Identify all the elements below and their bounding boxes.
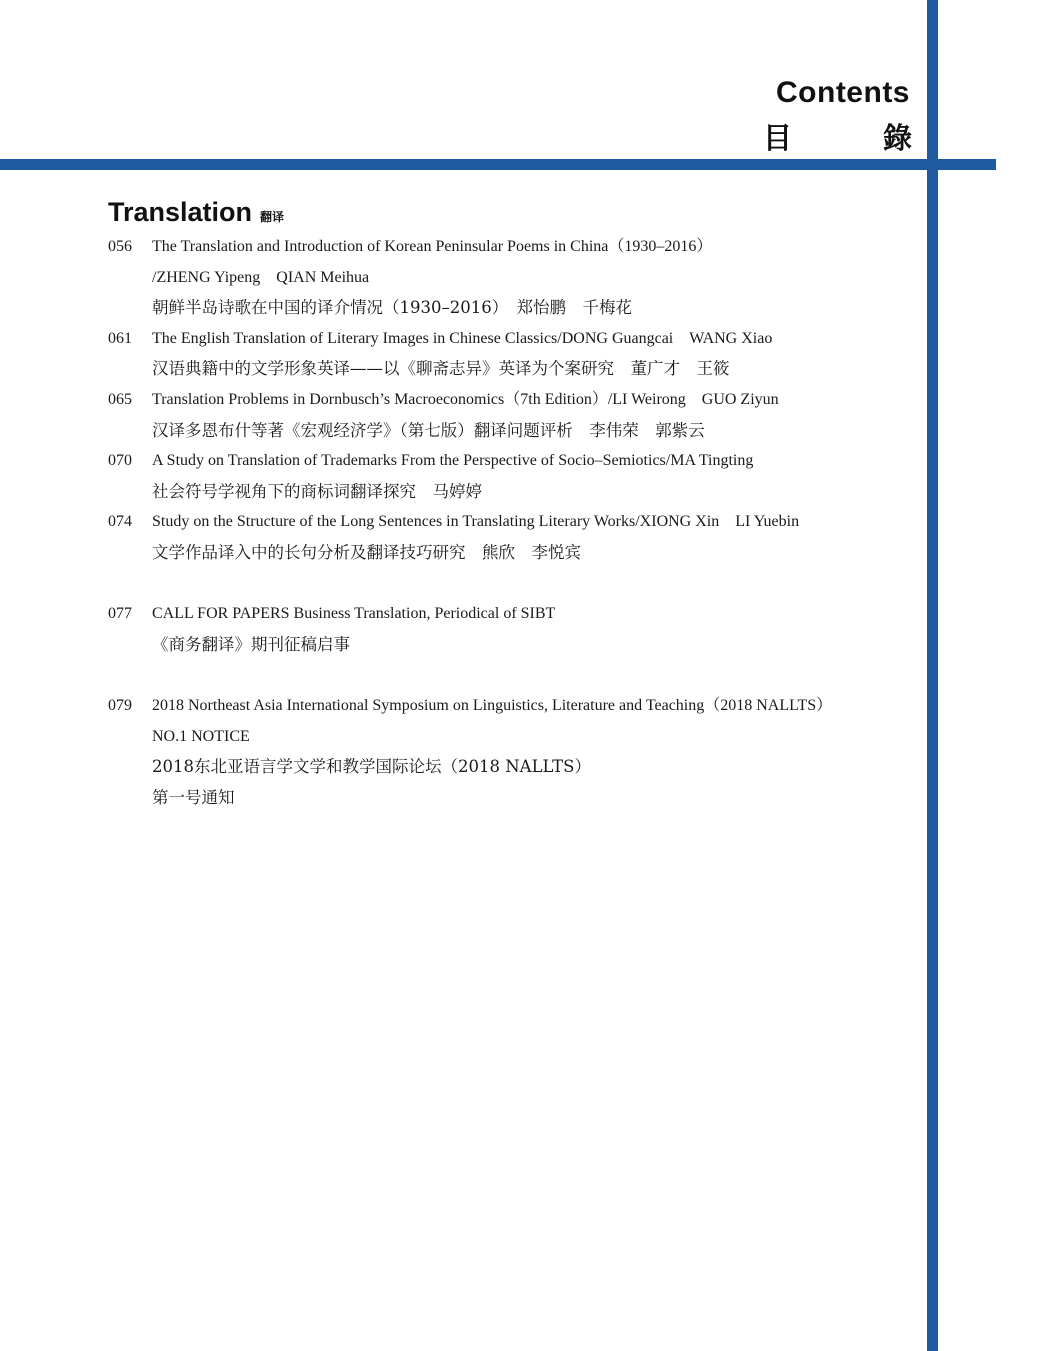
contents-title-cn bbox=[763, 116, 912, 157]
spacer bbox=[108, 660, 908, 691]
contents-title-cn-char-2: 錄 bbox=[882, 121, 912, 155]
entry-title-en: The English Translation of Literary Images in Chinese Classics/DONG Guangcai WANG Xiao bbox=[152, 329, 773, 347]
entry-title-en: The Translation and Introduction of Korean Peninsular Poems in China（1930–2016） bbox=[152, 238, 713, 255]
page-number: 065 bbox=[108, 390, 132, 408]
entry-title-en: CALL FOR PAPERS Business Translation, Periodical of SIBT bbox=[152, 605, 556, 623]
horizontal-accent-bar bbox=[0, 159, 996, 170]
vertical-accent-bar bbox=[927, 0, 938, 1351]
entry-authors-en: /ZHENG Yipeng QIAN Meihua bbox=[152, 268, 370, 286]
contents-title: Contents bbox=[776, 76, 910, 109]
contents-title-cn-char-1: 目 bbox=[763, 121, 793, 155]
page-number: 061 bbox=[108, 329, 132, 347]
entry-title-cn: 汉译多恩布什等著《宏观经济学》（第七版）翻译问题评析 李伟荣 郭紫云 bbox=[152, 420, 705, 440]
page-number: 070 bbox=[108, 452, 132, 470]
page-number: 077 bbox=[108, 605, 132, 623]
toc-entry-065[interactable] bbox=[108, 385, 908, 446]
section-heading bbox=[108, 197, 284, 228]
entry-title-cn: 2018东北亚语言学文学和教学国际论坛（2018 NALLTS） bbox=[152, 757, 591, 777]
toc-entry-070[interactable] bbox=[108, 446, 908, 507]
entry-title-en: 2018 Northeast Asia International Symposium on Linguistics, Literature and Teaching（2018 NALLTS） bbox=[152, 696, 833, 714]
entry-title-en: Study on the Structure of the Long Sentences in Translating Literary Works/XIONG Xin LI Yuebin bbox=[152, 513, 800, 531]
entry-title-cn: 文学作品译入中的长句分析及翻译技巧研究 熊欣 李悦宾 bbox=[152, 542, 581, 562]
entry-title-cn: 《商务翻译》期刊征稿启事 bbox=[152, 634, 350, 654]
entry-subtitle-cn: 第一号通知 bbox=[152, 787, 235, 807]
toc-entry-061[interactable] bbox=[108, 324, 908, 385]
toc-entry-077[interactable] bbox=[108, 599, 908, 660]
toc-entry-079[interactable] bbox=[108, 691, 908, 813]
entry-title-cn: 汉语典籍中的文学形象英译——以《聊斋志异》英译为个案研究 董广才 王筱 bbox=[152, 359, 730, 379]
toc-entry-074[interactable] bbox=[108, 507, 908, 568]
spacer bbox=[108, 569, 908, 600]
entry-title-cn: 朝鲜半岛诗歌在中国的译介情况（1930–2016） 郑怡鹏 千梅花 bbox=[152, 298, 632, 318]
entry-subtitle-en: NO.1 NOTICE bbox=[152, 727, 250, 745]
entry-title-en: Translation Problems in Dornbusch’s Macroeconomics（7th Edition）/LI Weirong GUO Ziyun bbox=[152, 390, 779, 408]
page-number: 056 bbox=[108, 238, 132, 255]
toc-list bbox=[108, 232, 908, 813]
section-title: Translation bbox=[108, 197, 253, 227]
toc-entry-056[interactable] bbox=[108, 232, 908, 324]
entry-title-cn: 社会符号学视角下的商标词翻译探究 马婷婷 bbox=[152, 481, 482, 501]
page-number: 079 bbox=[108, 696, 132, 714]
entry-title-en: A Study on Translation of Trademarks From the Perspective of Socio–Semiotics/MA Tingting bbox=[152, 452, 754, 470]
page-number: 074 bbox=[108, 513, 132, 531]
section-title-cn: 翻译 bbox=[260, 210, 285, 224]
